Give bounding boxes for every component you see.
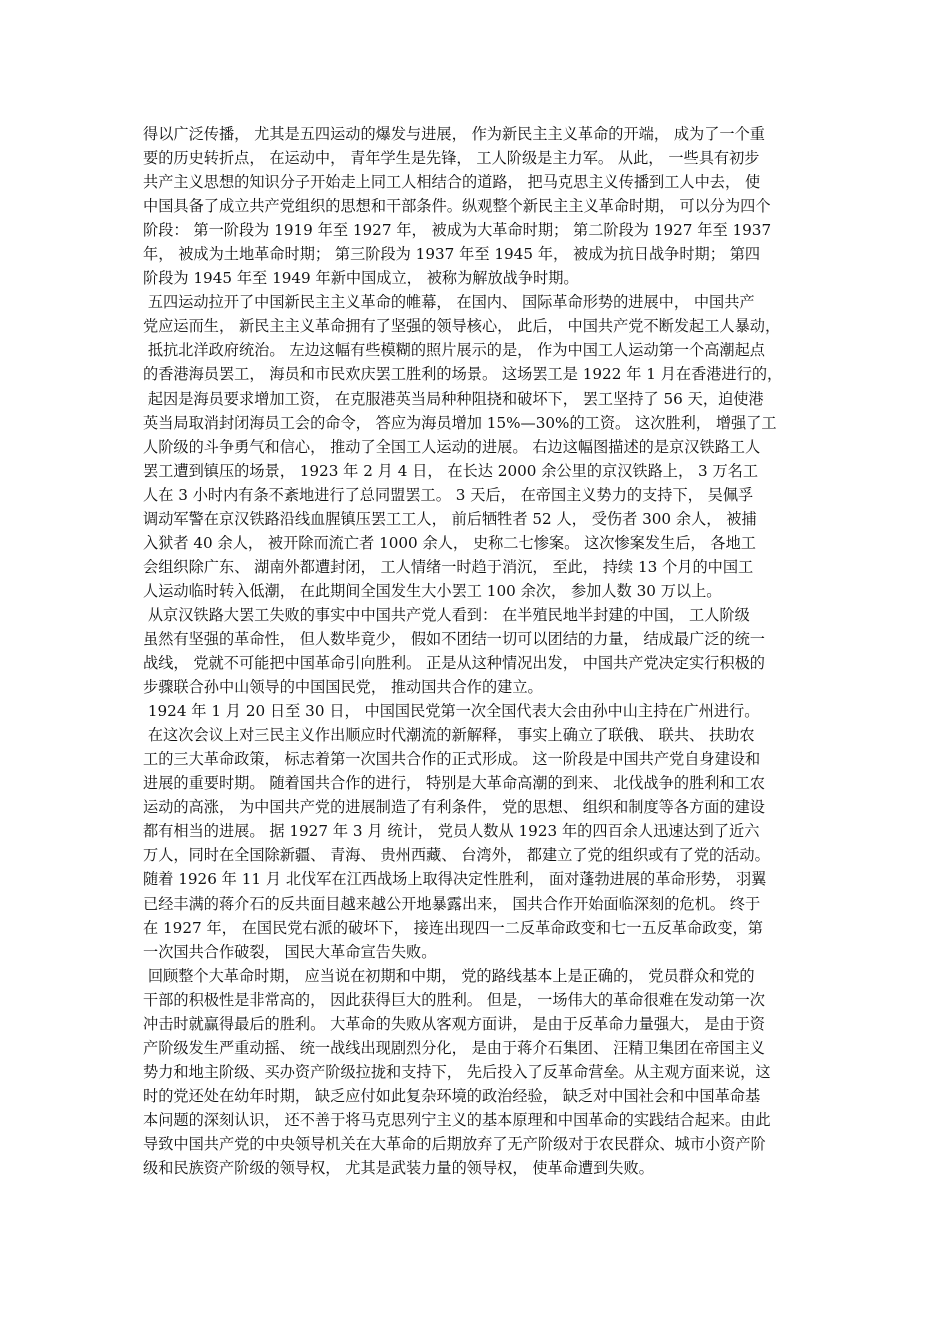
- text-line: 得以广泛传播， 尤其是五四运动的爆发与进展， 作为新民主主义革命的开端， 成为了一个重: [143, 125, 765, 143]
- text-line: 年， 被成为土地革命时期； 第三阶段为 1937 年至 1945 年， 被成为抗日战争时期； 第四: [143, 245, 761, 264]
- text-line: [143, 1180, 808, 1204]
- document-body: [143, 122, 808, 1204]
- text-line: 工的三大革命政策， 标志着第一次国共合作的正式形成。 这一阶段是中国共产党自身建设和: [143, 750, 761, 769]
- text-line: 人运动临时转入低潮， 在此期间全国发生大小罢工 100 余次， 参加人数 30 万以上。: [143, 581, 722, 600]
- text-line: 阶段： 第一阶段为 1919 年至 1927 年， 被成为大革命时期； 第二阶段为 1927 年至 1937: [143, 221, 772, 240]
- text-line: 罢工遭到镇压的场景， 1923 年 2 月 4 日， 在长达 2000 余公里的京汉铁路上， 3 万名工: [143, 461, 759, 480]
- text-line: 本问题的深刻认识， 还不善于将马克思列宁主义的基本原理和中国革命的实践结合起来。由此: [143, 1110, 771, 1129]
- text-line: 导致中国共产党的中央领导机关在大革命的后期放弃了无产阶级对于农民群众、城市小资产阶: [143, 1134, 766, 1153]
- text-line: 会组织除广东、 湖南外都遭封闭， 工人情绪一时趋于消沉， 至此， 持续 13 个月的中国工: [143, 557, 754, 576]
- text-line: 人在 3 小时内有条不紊地进行了总同盟罢工。 3 天后， 在帝国主义势力的支持下， 吴佩孚: [143, 485, 754, 504]
- text-line: 的香港海员罢工， 海员和市民欢庆罢工胜利的场景。 这场罢工是 1922 年 1 月在香港进行的，: [143, 365, 783, 384]
- text-line: 1924 年 1 月 20 日至 30 日， 中国国民党第一次全国代表大会由孙中山主持在广州进行。: [143, 702, 760, 721]
- text-line: 党应运而生， 新民主主义革命拥有了坚强的领导核心， 此后， 中国共产党不断发起工人暴动，: [143, 317, 781, 336]
- text-line: 入狱者 40 余人， 被开除而流亡者 1000 余人， 史称二七惨案。 这次惨案发生后， 各地工: [143, 533, 756, 552]
- text-line: 起因是海员要求增加工资， 在克服港英当局种种阻挠和破坏下， 罢工坚持了 56 天，迫使港: [143, 389, 764, 408]
- text-line: 进展的重要时期。 随着国共合作的进行， 特别是大革命高潮的到来、 北伐战争的胜利和工农: [143, 774, 765, 793]
- text-line: 调动军警在京汉铁路沿线血腥镇压罢工工人， 前后牺牲者 52 人， 受伤者 300 余人， 被捕: [143, 509, 757, 528]
- text-line: 时的党还处在幼年时期， 缺乏应付如此复杂环境的政治经验， 缺乏对中国社会和中国革命基: [143, 1086, 761, 1105]
- text-line: 战线， 党就不可能把中国革命引向胜利。 正是从这种情况出发， 中国共产党决定实行积极的: [143, 654, 765, 673]
- text-line: 冲击时就赢得最后的胜利。 大革命的失败从客观方面讲， 是由于反革命力量强大， 是由于资: [143, 1014, 765, 1033]
- text-line: 在 1927 年， 在国民党右派的破坏下， 接连出现四一二反革命政变和七一五反革命政变，第: [143, 918, 763, 937]
- text-line: 级和民族资产阶级的领导权， 尤其是武装力量的领导权， 使革命遭到失败。: [143, 1159, 654, 1178]
- text-line: 要的历史转折点， 在运动中， 青年学生是先锋， 工人阶级是主力军。 从此， 一些具有初步: [143, 149, 760, 168]
- text-line: 已经丰满的蒋介石的反共面目越来越公开地暴露出来， 国共合作开始面临深刻的危机。 终于: [143, 894, 761, 913]
- text-line: 从京汉铁路大罢工失败的事实中中国共产党人看到： 在半殖民地半封建的中国， 工人阶级: [143, 605, 750, 624]
- text-line: 中国具备了成立共产党组织的思想和干部条件。纵观整个新民主主义革命时期， 可以分为四个: [143, 197, 771, 216]
- text-line: 抵抗北洋政府统治。 左边这幅有些模糊的照片展示的是， 作为中国工人运动第一个高潮起点: [143, 341, 765, 360]
- text-line: 运动的高涨， 为中国共产党的进展制造了有利条件， 党的思想、 组织和制度等各方面的建设: [143, 798, 765, 817]
- text-line: 干部的积极性是非常高的， 因此获得巨大的胜利。 但是， 一场伟大的革命很难在发动第一次: [143, 990, 765, 1009]
- text-line: 势力和地主阶级、买办资产阶级拉拢和支持下， 先后投入了反革命营垒。从主观方面来说，这: [143, 1062, 771, 1081]
- text-line: 英当局取消封闭海员工会的命令， 答应为海员增加 15%—30%的工资。 这次胜利， 增强了工: [143, 413, 777, 432]
- text-line: 阶段为 1945 年至 1949 年新中国成立， 被称为解放战争时期。: [143, 269, 579, 288]
- text-line: 在这次会议上对三民主义作出顺应时代潮流的新解释， 事实上确立了联俄、 联共、 扶助农: [143, 726, 755, 745]
- text-line: 随着 1926 年 11 月 北伐军在江西战场上取得决定性胜利， 面对蓬勃进展的革命形势， 羽翼: [143, 870, 767, 889]
- text-line: 五四运动拉开了中国新民主主义革命的帷幕， 在国内、 国际革命形势的进展中， 中国共产: [143, 293, 755, 312]
- text-line: 回顾整个大革命时期， 应当说在初期和中期， 党的路线基本上是正确的， 党员群众和党的: [143, 966, 755, 985]
- text-line: 产阶级发生严重动摇、 统一战线出现剧烈分化， 是由于蒋介石集团、 汪精卫集团在帝国主义: [143, 1038, 765, 1057]
- text-line: 万人，同时在全国除新疆、 青海、 贵州西藏、 台湾外， 都建立了党的组织或有了党的活动。: [143, 846, 770, 865]
- text-line: 一次国共合作破裂， 国民大革命宣告失败。: [143, 942, 437, 961]
- text-line: 步骤联合孙中山领导的中国国民党， 推动国共合作的建立。: [143, 678, 543, 697]
- text-line: 人阶级的斗争勇气和信心， 推动了全国工人运动的进展。 右边这幅图描述的是京汉铁路工人: [143, 437, 761, 456]
- text-line: 共产主义思想的知识分子开始走上同工人相结合的道路， 把马克思主义传播到工人中去， 使: [143, 173, 761, 192]
- text-line: 都有相当的进展。 据 1927 年 3 月 统计， 党员人数从 1923 年的四百余人迅速达到了近六: [143, 822, 760, 841]
- text-line: 虽然有坚强的革命性， 但人数毕竟少， 假如不团结一切可以团结的力量， 结成最广泛的统一: [143, 629, 765, 648]
